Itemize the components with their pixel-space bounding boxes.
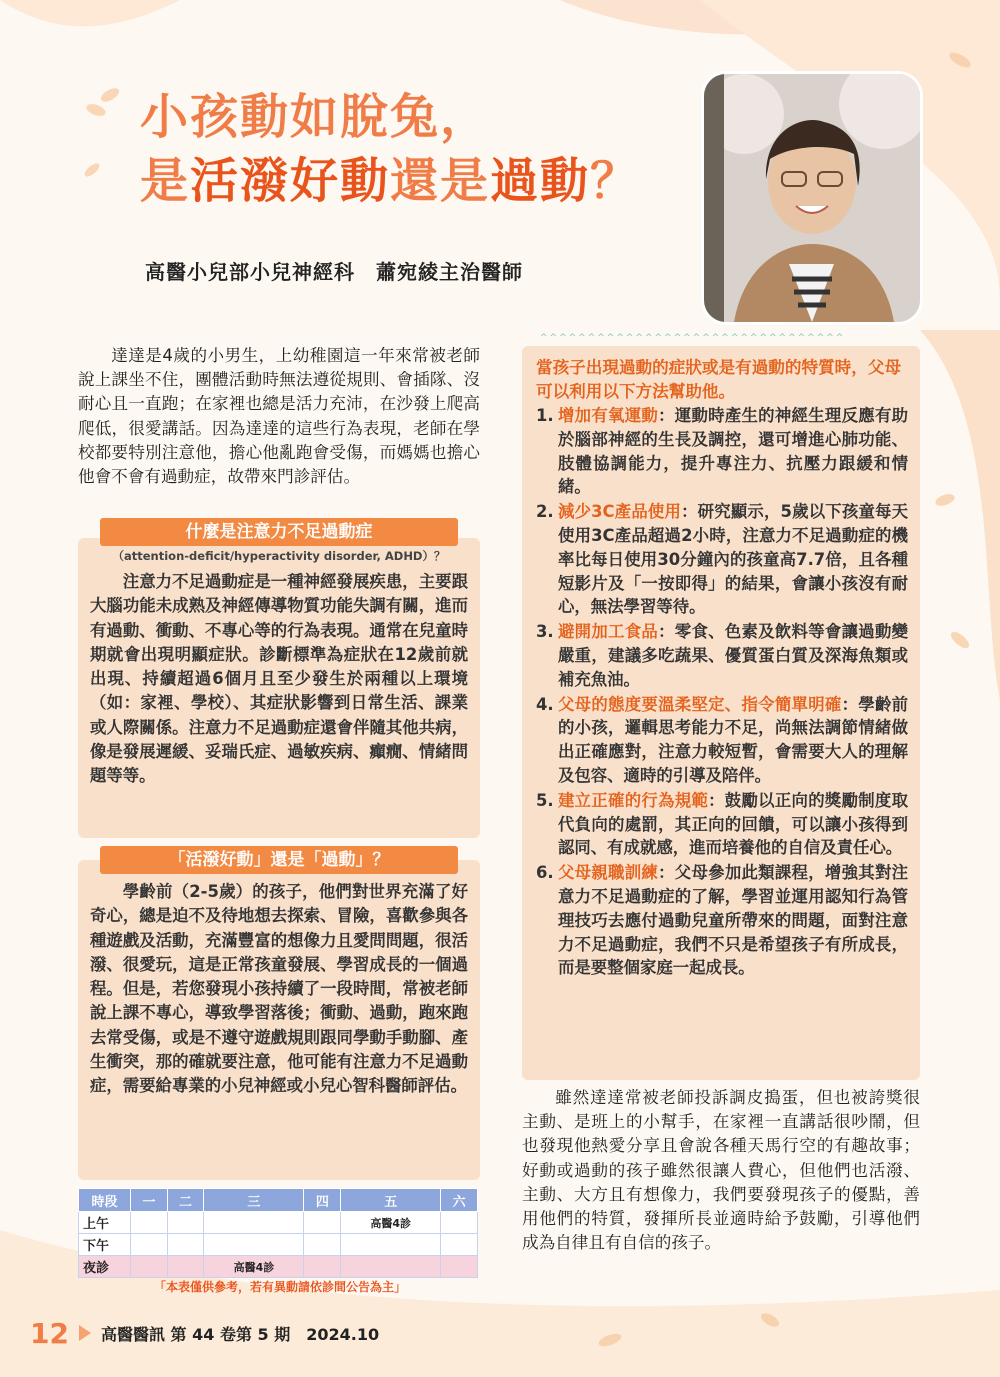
item-keyword: 減少3C產品使用: [558, 502, 682, 522]
item-number: 1.: [536, 406, 554, 425]
row-label: 夜診: [79, 1256, 131, 1278]
adhd-definition-box: [78, 522, 480, 838]
column-header: 六: [441, 1189, 478, 1212]
item-text: ：父母參加此類課程，增強其對注意力不足過動症的了解，學習並運用認知行為管理技巧去應付過動兒童所帶來的問題，面對注意力不足過動症，我們不只是希望孩子有所成長，而是要整個家庭一起成長。: [558, 863, 909, 978]
list-item: [536, 789, 908, 860]
table-cell: [204, 1212, 304, 1234]
page-footer: [30, 1318, 379, 1348]
item-text: ：運動時產生的神經生理反應有助於腦部神經的生長及調控，還可增進心肺功能、肢體協調能力，提升專注力、抗壓力跟緩和情緒。: [558, 406, 909, 497]
column-header: 時段: [79, 1189, 131, 1212]
table-cell: [167, 1234, 204, 1256]
lively-vs-hyperactive-heading: 「活潑好動」還是「過動」？: [100, 846, 458, 874]
table-cell: [167, 1212, 204, 1234]
column-header: 一: [131, 1189, 168, 1212]
table-cell: [304, 1256, 341, 1278]
table-row: [79, 1256, 478, 1278]
dotted-divider: ^^^^^^^^^^^^^^^^^^^^^^^^^^^^^^^^: [540, 333, 846, 343]
row-label: 上午: [79, 1212, 131, 1234]
title-question: ？: [590, 153, 641, 209]
lively-vs-hyperactive-body: [90, 880, 468, 1099]
table-cell: [441, 1212, 478, 1234]
lively-vs-hyperactive-box: [78, 850, 480, 1180]
intro-paragraph: [78, 344, 480, 489]
page-number: 12: [30, 1316, 69, 1350]
item-number: 3.: [536, 622, 554, 642]
title-part: 還是: [390, 153, 491, 209]
journal-issue: 高醫醫訊 第 44 卷第 5 期 2024.10: [100, 1324, 380, 1344]
table-cell: [304, 1212, 341, 1234]
list-item: [536, 500, 908, 619]
arrow-icon: [79, 1325, 91, 1341]
item-text: ：研究顯示，5歲以下孩童每天使用3C產品超過2小時，注意力不足過動症的機率比每日使用30分鐘內的孩童高7.7倍，且各種短影片及「一按即得」的結果，會讓小孩沒有耐心，無法學習等待。: [558, 502, 909, 617]
list-item: [536, 861, 908, 980]
schedule-note: 「本表僅供參考，若有異動請依診間公告為主」: [153, 1280, 406, 1294]
title-highlight-hyperactive: 過動: [490, 153, 591, 209]
item-number: 6.: [536, 863, 554, 883]
list-item: [536, 404, 908, 499]
table-cell: [341, 1256, 441, 1278]
row-label: 下午: [79, 1234, 131, 1256]
item-number: 2.: [536, 502, 554, 522]
list-item: [536, 620, 908, 691]
lively-vs-hyperactive-text: 學齡前（2-5歲）的孩子，他們對世界充滿了好奇心，總是迫不及待地想去探索、冒險，喜歡參與各種遊戲及活動，充滿豐富的想像力且愛問問題，很活潑、很愛玩，這是正常孩童發展、學習成長的一個過程。但是，若您發現小孩持續了一段時間，常被老師說上課不專心，導致學習落後；衝動、過動，跑來跑去常受傷，或是不遵守遊戲規則跟同學動手動腳、產生衝突，那的確就要注意，他可能有注意力不足過動症，需要給專業的小兒神經或小兒心智科醫師評估。: [90, 882, 468, 1096]
item-text: ：零食、色素及飲料等會讓過動變嚴重，建議多吃蔬果、優質蛋白質及深海魚類或補充魚油。: [558, 622, 909, 689]
adhd-definition-text: 注意力不足過動症是一種神經發展疾患，主要跟大腦功能未成熟及神經傳導物質功能失調有關，進而有過動、衝動、不專心等的行為表現。通常在兒童時期就會出現明顯症狀。診斷標準為症狀在12歲前就出現、持續超過6個月且至少發生於兩種以上環境（如：家裡、學校）、其症狀影響到日常生活、課業或人際關係。注意力不足過動症還會伴隨其他共病，像是發展遲緩、妥瑞氏症、過敏疾病、癲癇、情緒問題等等。: [90, 572, 468, 786]
item-number: 4.: [536, 694, 554, 714]
table-cell: [441, 1234, 478, 1256]
column-header: 三: [204, 1189, 304, 1212]
item-keyword: 建立正確的行為規範: [558, 790, 709, 810]
column-header: 五: [341, 1189, 441, 1212]
item-keyword: 增加有氧運動: [558, 406, 659, 425]
item-number: 5.: [536, 790, 554, 810]
clinic-schedule-table: [78, 1188, 478, 1278]
table-cell: [441, 1256, 478, 1278]
table-cell: [304, 1234, 341, 1256]
list-item: [536, 693, 908, 788]
parent-tips-list: [536, 404, 908, 981]
table-cell: 高醫4診: [341, 1212, 441, 1234]
author-photo: [704, 74, 920, 322]
intro-text: 達達是4歲的小男生，上幼稚園這一年來常被老師說上課坐不住，團體活動時無法遵從規則、會插隊、沒耐心且一直跑；在家裡也總是活力充沛，在沙發上爬高爬低，很愛講話。因為達達的這些行為表現，老師在學校都要特別注意他，擔心他亂跑會受傷，而媽媽也擔心他會不會有過動症，故帶來門診評估。: [78, 346, 480, 487]
adhd-definition-heading: 什麼是注意力不足過動症: [100, 518, 458, 546]
item-keyword: 避開加工食品: [558, 622, 659, 642]
column-header: 四: [304, 1189, 341, 1212]
closing-paragraph: [522, 1086, 920, 1255]
table-cell: [131, 1212, 168, 1234]
table-header-row: [79, 1189, 478, 1212]
table-cell: [341, 1234, 441, 1256]
table-cell: 高醫4診: [204, 1256, 304, 1278]
table-cell: [204, 1234, 304, 1256]
author-byline: 高醫小兒部小兒神經科 蕭宛綾主治醫師: [145, 260, 523, 284]
column-header: 二: [167, 1189, 204, 1212]
item-keyword: 父母親職訓練: [558, 863, 659, 883]
title-part: 是: [140, 153, 191, 209]
parent-tips-box: [522, 346, 920, 1080]
item-text: ：鼓勵以正向的獎勵制度取代負向的處罰，其正向的回饋，可以讓小孩得到認同、有成就感，進而培養他的自信及責任心。: [558, 790, 909, 858]
item-keyword: 父母的態度要溫柔堅定、指令簡單明確: [558, 694, 842, 714]
table-cell: [167, 1256, 204, 1278]
closing-text: 雖然達達常被老師投訴調皮搗蛋，但也被誇獎很主動、是班上的小幫手，在家裡一直講話很吵鬧，但也發現他熱愛分享且會說各種天馬行空的有趣故事；好動或過動的孩子雖然很讓人費心，但他們也活潑、主動、大方且有想像力，我們要發現孩子的優點，善用他們的特質，發揮所長並適時給予鼓勵，引導他們成為自律且有自信的孩子。: [522, 1088, 920, 1253]
table-cell: [131, 1234, 168, 1256]
title-highlight-lively: 活潑好動: [190, 153, 391, 209]
table-row: [79, 1212, 478, 1234]
table-cell: [131, 1256, 168, 1278]
page-title-line2: [140, 142, 640, 211]
table-row: [79, 1234, 478, 1256]
item-text: ：學齡前的小孩，邏輯思考能力不足，尚無法調節情緒做出正確應對，注意力較短暫，會需要大人的理解及包容、適時的引導及陪伴。: [558, 694, 909, 785]
parent-tips-heading: 當孩子出現過動的症狀或是有過動的特質時，父母可以利用以下方法幫助他。: [536, 358, 902, 401]
page-title-line1: 小孩動如脫兔，: [140, 89, 491, 145]
adhd-definition-body: [90, 570, 468, 789]
adhd-definition-subheading: （attention-deficit/hyperactivity disorder, ADHD）？: [112, 549, 446, 563]
